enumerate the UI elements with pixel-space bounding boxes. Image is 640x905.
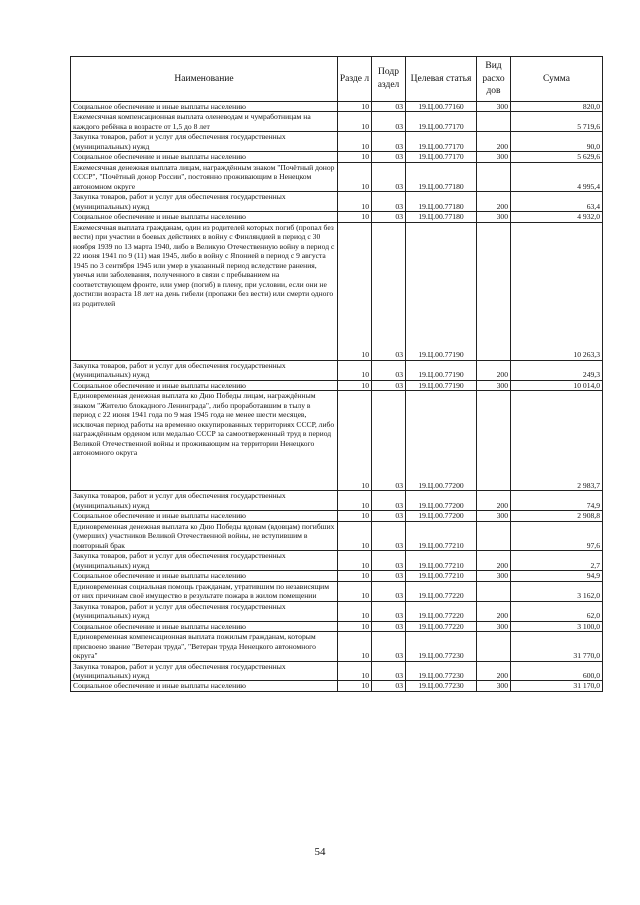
cell-target-article: 19.Ц.00.77200 <box>406 491 477 511</box>
cell-expense-type: 300 <box>477 681 511 691</box>
cell-subsection: 03 <box>372 521 406 550</box>
cell-section: 10 <box>338 162 372 191</box>
cell-subsection: 03 <box>372 511 406 521</box>
cell-subsection: 03 <box>372 212 406 222</box>
cell-subsection: 03 <box>372 581 406 601</box>
cell-expense-type: 300 <box>477 102 511 112</box>
cell-section: 10 <box>338 621 372 631</box>
cell-expense-type: 200 <box>477 192 511 212</box>
header-target-article: Целевая статья <box>406 57 477 102</box>
table-row <box>71 521 603 550</box>
cell-section: 10 <box>338 491 372 511</box>
cell-name: Закупка товаров, работ и услуг для обеспечения государственных (муниципальных) нужд <box>71 661 338 681</box>
cell-section: 10 <box>338 102 372 112</box>
cell-target-article: 19.Ц.00.77230 <box>406 681 477 691</box>
table-row <box>71 571 603 581</box>
cell-section: 10 <box>338 380 372 390</box>
table-row <box>71 581 603 601</box>
cell-expense-type: 300 <box>477 380 511 390</box>
cell-subsection: 03 <box>372 632 406 661</box>
table-row <box>71 152 603 162</box>
table-row <box>71 102 603 112</box>
cell-name: Социальное обеспечение и иные выплаты населению <box>71 621 338 631</box>
cell-subsection: 03 <box>372 112 406 132</box>
page-number: 54 <box>314 846 326 858</box>
header-expense-type: Вид расхо дов <box>477 57 511 102</box>
cell-expense-type: 200 <box>477 491 511 511</box>
cell-name: Единовременная денежная выплата ко Дню Победы вдовам (вдовцам) погибших (умерших) участников Великой Отечественной войны, не вступившим в повторный брак <box>71 521 338 550</box>
cell-expense-type: 200 <box>477 132 511 152</box>
cell-sum: 2 983,7 <box>511 391 603 491</box>
cell-subsection: 03 <box>372 380 406 390</box>
cell-name: Закупка товаров, работ и услуг для обеспечения государственных (муниципальных) нужд <box>71 132 338 152</box>
cell-subsection: 03 <box>372 661 406 681</box>
cell-name: Социальное обеспечение и иные выплаты населению <box>71 511 338 521</box>
cell-target-article: 19.Ц.00.77210 <box>406 551 477 571</box>
cell-subsection: 03 <box>372 571 406 581</box>
cell-sum: 94,9 <box>511 571 603 581</box>
table-row <box>71 222 603 360</box>
cell-expense-type: 300 <box>477 571 511 581</box>
cell-sum: 63,4 <box>511 192 603 212</box>
cell-sum: 74,9 <box>511 491 603 511</box>
cell-name: Закупка товаров, работ и услуг для обеспечения государственных (муниципальных) нужд <box>71 491 338 511</box>
cell-section: 10 <box>338 661 372 681</box>
cell-sum: 4 995,4 <box>511 162 603 191</box>
cell-name: Единовременная социальная помощь гражданам, утратившим по независящим от них причинам своё имущество в результате пожара в жилом помещении <box>71 581 338 601</box>
cell-name: Социальное обеспечение и иные выплаты населению <box>71 102 338 112</box>
cell-expense-type <box>477 391 511 491</box>
table-row <box>71 162 603 191</box>
cell-section: 10 <box>338 571 372 581</box>
cell-section: 10 <box>338 192 372 212</box>
cell-sum: 90,0 <box>511 132 603 152</box>
cell-section: 10 <box>338 551 372 571</box>
header-sum: Сумма <box>511 57 603 102</box>
table-row <box>71 391 603 491</box>
cell-section: 10 <box>338 152 372 162</box>
cell-expense-type <box>477 222 511 360</box>
cell-target-article: 19.Ц.00.77190 <box>406 360 477 380</box>
cell-expense-type: 200 <box>477 551 511 571</box>
cell-name: Закупка товаров, работ и услуг для обеспечения государственных (муниципальных) нужд <box>71 551 338 571</box>
table-row <box>71 681 603 691</box>
table-row <box>71 212 603 222</box>
cell-target-article: 19.Ц.00.77190 <box>406 380 477 390</box>
cell-expense-type: 300 <box>477 511 511 521</box>
cell-name: Социальное обеспечение и иные выплаты населению <box>71 380 338 390</box>
cell-name: Единовременная денежная выплата ко Дню Победы лицам, награждённым знаком "Жителю блокадного Ленинграда", либо проработавшим в тылу в период с 22 июня 1941 года по 9 мая 1945 года не менее шести месяцев, исключая период работы на временно оккупированных территориях СССР, либо награждённым орденом или медалью СССР за самоотверженный труд в период Великой Отечественной войны и проживающим на территории Ненецкого автономного округа <box>71 391 338 491</box>
cell-expense-type: 300 <box>477 152 511 162</box>
cell-section: 10 <box>338 681 372 691</box>
table-row <box>71 601 603 621</box>
cell-target-article: 19.Ц.00.77210 <box>406 521 477 550</box>
cell-expense-type <box>477 632 511 661</box>
cell-sum: 31 770,0 <box>511 632 603 661</box>
cell-subsection: 03 <box>372 132 406 152</box>
cell-sum: 97,6 <box>511 521 603 550</box>
cell-sum: 820,0 <box>511 102 603 112</box>
cell-subsection: 03 <box>372 192 406 212</box>
cell-target-article: 19.Ц.00.77170 <box>406 152 477 162</box>
cell-name: Социальное обеспечение и иные выплаты населению <box>71 212 338 222</box>
table-row <box>71 360 603 380</box>
table-row <box>71 661 603 681</box>
cell-section: 10 <box>338 521 372 550</box>
table-row <box>71 491 603 511</box>
cell-target-article: 19.Ц.00.77220 <box>406 621 477 631</box>
cell-sum: 2 908,8 <box>511 511 603 521</box>
cell-name: Закупка товаров, работ и услуг для обеспечения государственных (муниципальных) нужд <box>71 192 338 212</box>
cell-expense-type: 300 <box>477 212 511 222</box>
cell-sum: 31 170,0 <box>511 681 603 691</box>
cell-target-article: 19.Ц.00.77170 <box>406 132 477 152</box>
cell-expense-type <box>477 112 511 132</box>
table-body <box>71 102 603 692</box>
cell-section: 10 <box>338 511 372 521</box>
cell-expense-type <box>477 581 511 601</box>
cell-target-article: 19.Ц.00.77220 <box>406 601 477 621</box>
cell-name: Социальное обеспечение и иные выплаты населению <box>71 681 338 691</box>
cell-section: 10 <box>338 112 372 132</box>
budget-table <box>70 56 603 692</box>
cell-subsection: 03 <box>372 162 406 191</box>
cell-target-article: 19.Ц.00.77200 <box>406 511 477 521</box>
table-row <box>71 380 603 390</box>
cell-expense-type: 300 <box>477 621 511 631</box>
budget-table-container <box>70 56 602 692</box>
header-name: Наименование <box>71 57 338 102</box>
cell-name: Закупка товаров, работ и услуг для обеспечения государственных (муниципальных) нужд <box>71 601 338 621</box>
cell-name: Социальное обеспечение и иные выплаты населению <box>71 152 338 162</box>
cell-target-article: 19.Ц.00.77200 <box>406 391 477 491</box>
cell-subsection: 03 <box>372 601 406 621</box>
cell-expense-type <box>477 162 511 191</box>
cell-sum: 3 162,0 <box>511 581 603 601</box>
cell-sum: 10 014,0 <box>511 380 603 390</box>
cell-subsection: 03 <box>372 222 406 360</box>
cell-target-article: 19.Ц.00.77190 <box>406 222 477 360</box>
cell-sum: 3 100,0 <box>511 621 603 631</box>
cell-target-article: 19.Ц.00.77180 <box>406 212 477 222</box>
cell-sum: 600,0 <box>511 661 603 681</box>
cell-subsection: 03 <box>372 491 406 511</box>
table-row <box>71 621 603 631</box>
cell-sum: 4 932,0 <box>511 212 603 222</box>
cell-section: 10 <box>338 132 372 152</box>
cell-subsection: 03 <box>372 360 406 380</box>
table-row <box>71 112 603 132</box>
cell-subsection: 03 <box>372 152 406 162</box>
cell-sum: 5 629,6 <box>511 152 603 162</box>
cell-target-article: 19.Ц.00.77230 <box>406 661 477 681</box>
cell-target-article: 19.Ц.00.77220 <box>406 581 477 601</box>
cell-name: Ежемесячная выплата гражданам, один из родителей которых погиб (пропал без вести) при участии в боевых действиях в войну с Финляндией в период с 30 ноября 1939 по 13 марта 1940, либо в Великую Отечественную войну в период с 22 июня 1941 по 9 (11) мая 1945, либо в войну с Японией в период с 9 августа 1945 по 3 сентября 1945 или умер в указанный период вследствие ранения, увечья или заболевания, полученного в связи с пребыванием на соответствующем фронте, или умер (погиб) в плену, при условии, если они не достигли возраста 18 лет на день гибели (пропажи без вести) или смерти одного из родителей <box>71 222 338 360</box>
cell-target-article: 19.Ц.00.77230 <box>406 632 477 661</box>
cell-name: Закупка товаров, работ и услуг для обеспечения государственных (муниципальных) нужд <box>71 360 338 380</box>
header-subsection: Подр аздел <box>372 57 406 102</box>
cell-target-article: 19.Ц.00.77180 <box>406 162 477 191</box>
table-row <box>71 192 603 212</box>
table-row <box>71 632 603 661</box>
cell-section: 10 <box>338 360 372 380</box>
cell-sum: 62,0 <box>511 601 603 621</box>
cell-name: Ежемесячная компенсационная выплата оленеводам и чумработницам на каждого ребёнка в возрасте от 1,5 до 8 лет <box>71 112 338 132</box>
cell-section: 10 <box>338 212 372 222</box>
table-row <box>71 132 603 152</box>
cell-sum: 5 719,6 <box>511 112 603 132</box>
cell-expense-type: 200 <box>477 661 511 681</box>
cell-name: Единовременная компенсационная выплата пожилым гражданам, которым присвоено звание "Ветеран труда", "Ветеран труда Ненецкого автономного округа" <box>71 632 338 661</box>
cell-sum: 249,3 <box>511 360 603 380</box>
cell-target-article: 19.Ц.00.77160 <box>406 102 477 112</box>
table-header-row <box>71 57 603 102</box>
cell-subsection: 03 <box>372 102 406 112</box>
cell-sum: 10 263,3 <box>511 222 603 360</box>
table-row <box>71 511 603 521</box>
cell-subsection: 03 <box>372 621 406 631</box>
cell-name: Ежемесячная денежная выплата лицам, награждённым знаком "Почётный донор СССР", "Почётный донор России", постоянно проживающим в Ненецком автономном округе <box>71 162 338 191</box>
cell-section: 10 <box>338 601 372 621</box>
cell-subsection: 03 <box>372 391 406 491</box>
cell-target-article: 19.Ц.00.77170 <box>406 112 477 132</box>
cell-subsection: 03 <box>372 551 406 571</box>
cell-expense-type: 200 <box>477 360 511 380</box>
table-row <box>71 551 603 571</box>
cell-target-article: 19.Ц.00.77180 <box>406 192 477 212</box>
cell-sum: 2,7 <box>511 551 603 571</box>
cell-section: 10 <box>338 391 372 491</box>
header-section: Разде л <box>338 57 372 102</box>
cell-section: 10 <box>338 581 372 601</box>
cell-expense-type <box>477 521 511 550</box>
cell-subsection: 03 <box>372 681 406 691</box>
cell-target-article: 19.Ц.00.77210 <box>406 571 477 581</box>
cell-section: 10 <box>338 632 372 661</box>
cell-section: 10 <box>338 222 372 360</box>
cell-name: Социальное обеспечение и иные выплаты населению <box>71 571 338 581</box>
cell-expense-type: 200 <box>477 601 511 621</box>
